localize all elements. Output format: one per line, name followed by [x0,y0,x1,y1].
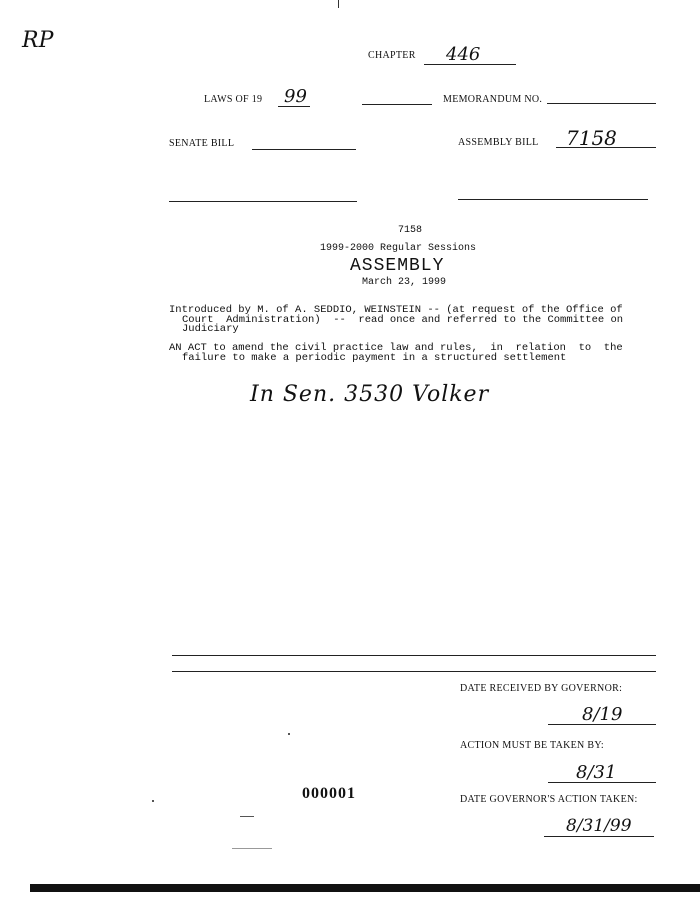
scan-speck [288,733,290,735]
introduced-line-2: Court Administration) -- read once and referred to the Committee on [182,314,624,326]
scan-speck [240,816,254,817]
assembly-bill-label: ASSEMBLY BILL [458,137,539,148]
laws-label: LAWS OF 19 [204,94,263,105]
date-received-underline [548,724,656,725]
memorandum-underline [547,103,656,104]
action-deadline-label: ACTION MUST BE TAKEN BY: [460,740,605,751]
scan-speck [152,800,154,802]
handwritten-initials: RP [22,28,54,53]
action-deadline-underline [548,782,656,783]
date-received-value: 8/19 [582,704,623,725]
memorandum-label: MEMORANDUM NO. [443,94,543,105]
handwritten-senate-note: In Sen. 3530 Volker [250,382,490,407]
bill-date: March 23, 1999 [362,277,447,288]
blank-line-right [458,199,648,200]
introduced-line-1: Introduced by M. of A. SEDDIO, WEINSTEIN -- (at request of the Office of [169,304,623,316]
act-line-2: failure to make a periodic payment in a structured settlement [182,352,567,364]
action-taken-underline [544,836,654,837]
senate-bill-label: SENATE BILL [169,138,235,149]
blank-line-left [169,201,357,202]
footer-rule-1 [172,655,656,656]
bill-number: 7158 [398,225,423,236]
scan-speck [232,848,272,849]
senate-bill-underline [252,149,356,150]
scan-mark [338,0,339,8]
assembly-bill-value: 7158 [566,126,617,150]
laws-year: 99 [284,86,307,107]
act-line-1: AN ACT to amend the civil practice law and rules, in relation to the [169,342,623,354]
action-deadline-value: 8/31 [576,762,617,783]
footer-rule-2 [172,671,656,672]
chapter-label: CHAPTER [368,50,416,61]
scan-bottom-edge [30,884,700,892]
blank-underline [362,104,432,105]
page-number: 000001 [302,785,356,802]
introduced-line-3: Judiciary [182,323,239,335]
action-taken-value: 8/31/99 [566,816,632,836]
house-heading: ASSEMBLY [350,256,445,276]
action-taken-label: DATE GOVERNOR'S ACTION TAKEN: [460,794,638,805]
session-text: 1999-2000 Regular Sessions [320,243,477,254]
chapter-value: 446 [446,44,481,65]
date-received-label: DATE RECEIVED BY GOVERNOR: [460,683,623,694]
